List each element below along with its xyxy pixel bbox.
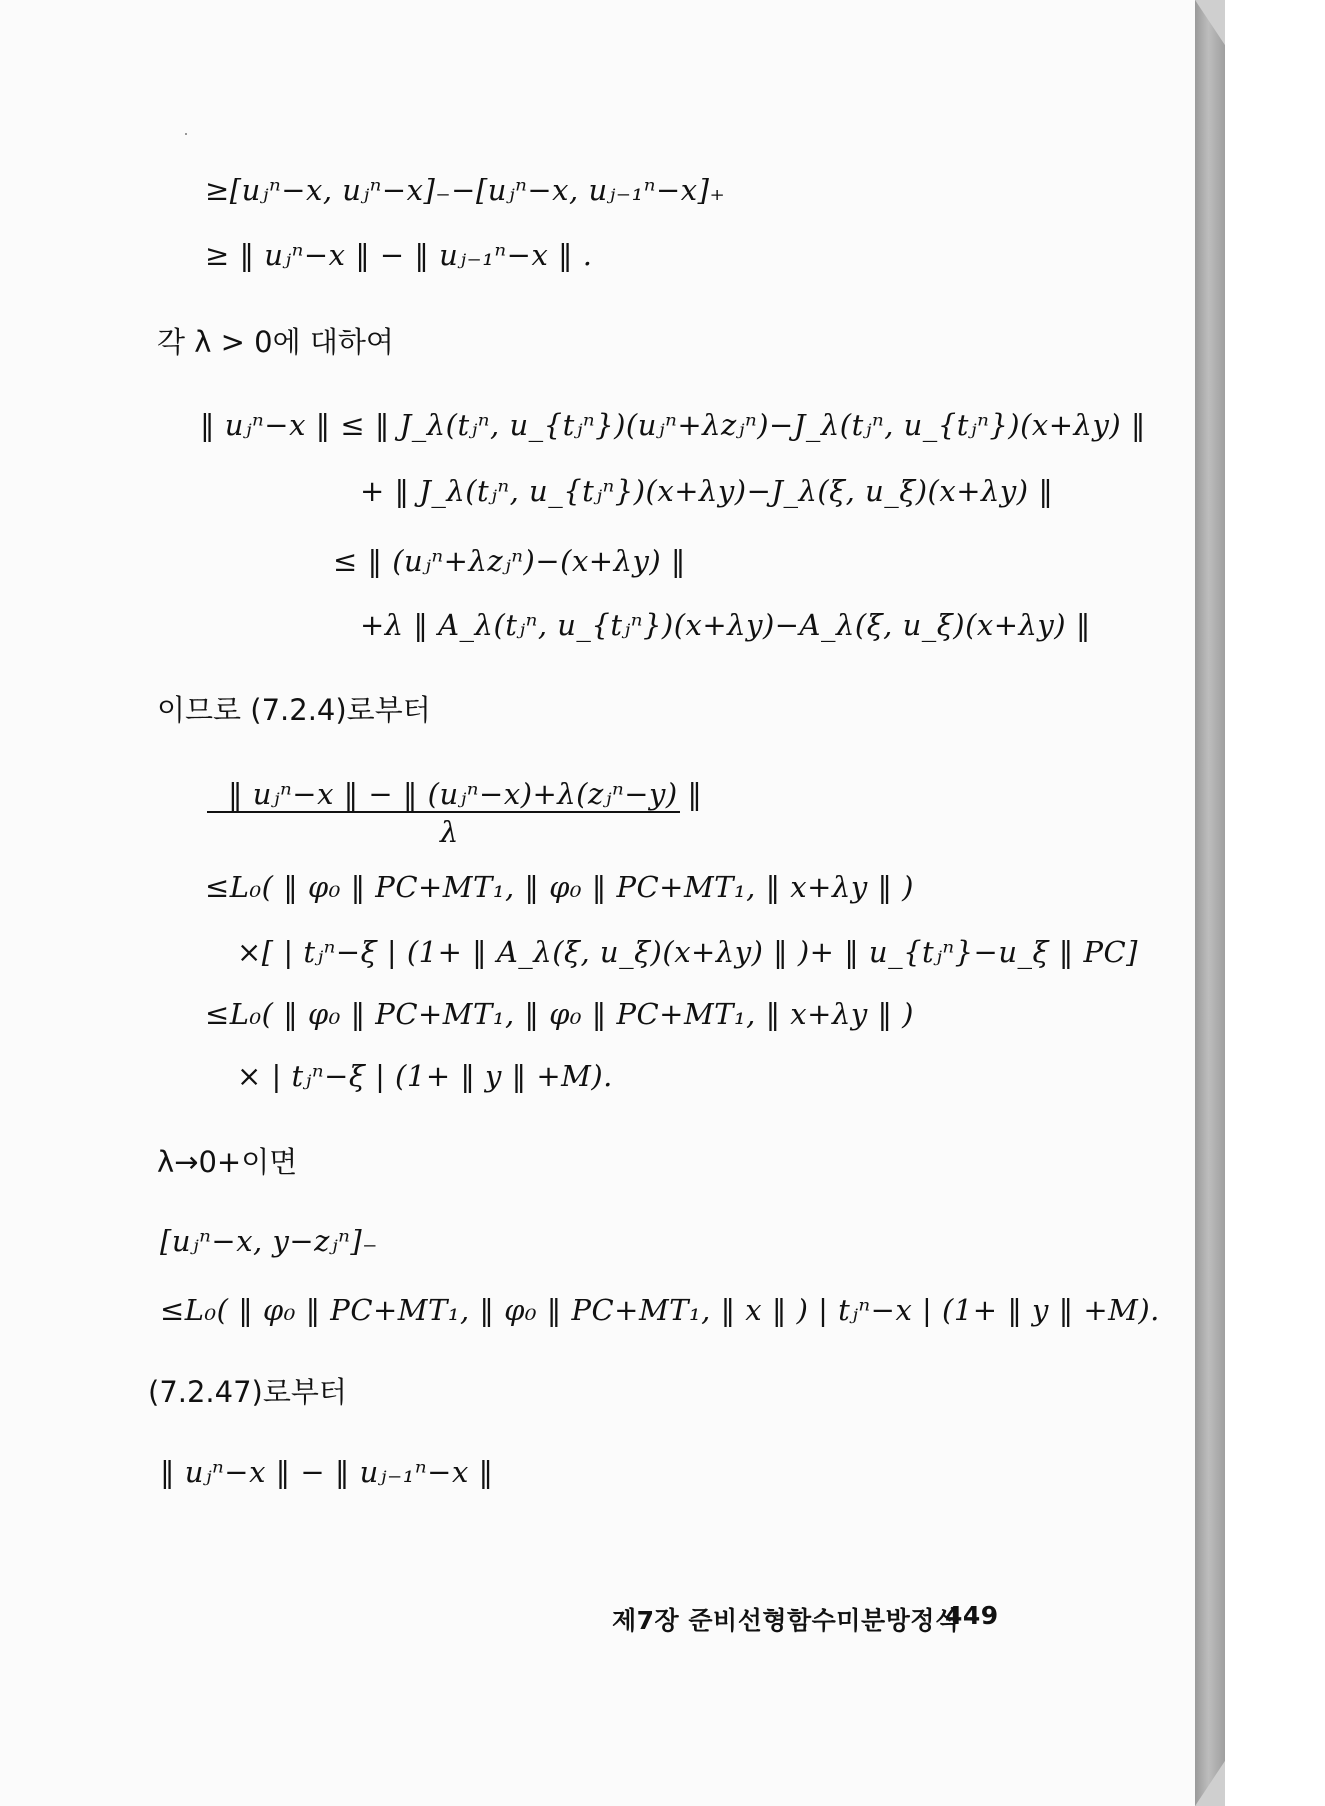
math-line-6: ≤ ‖ (uⱼⁿ+λzⱼⁿ)−(x+λy) ‖ xyxy=(333,544,686,578)
math-line-12: ≤L₀( ‖ φ₀ ‖ PC+MT₁, ‖ φ₀ ‖ PC+MT₁, ‖ x+λy ‖ ) xyxy=(205,997,914,1031)
background-margin xyxy=(1225,0,1325,1806)
math-line-7: +λ ‖ A_λ(tⱼⁿ, u_{tⱼⁿ})(x+λy)−A_λ(ξ, u_ξ)(x+λy) ‖ xyxy=(360,608,1091,642)
fraction-bar xyxy=(207,811,680,813)
math-line-15: [uⱼⁿ−x, y−zⱼⁿ]₋ xyxy=(160,1224,378,1258)
math-line-11: ×[ | tⱼⁿ−ξ | (1+ ‖ A_λ(ξ, u_ξ)(x+λy) ‖ )+ ‖ u_{tⱼⁿ}−u_ξ ‖ PC] xyxy=(237,935,1138,969)
text-line-8: 이므로 (7.2.4)로부터 xyxy=(157,693,431,727)
math-line-5: + ‖ J_λ(tⱼⁿ, u_{tⱼⁿ})(x+λy)−J_λ(ξ, u_ξ)(x+λy) ‖ xyxy=(360,474,1054,508)
chapter-footer: 제7장 준비선형함수미분방정식 xyxy=(612,1606,960,1635)
fraction-denominator: λ xyxy=(440,815,459,849)
math-line-10: ≤L₀( ‖ φ₀ ‖ PC+MT₁, ‖ φ₀ ‖ PC+MT₁, ‖ x+λy ‖ ) xyxy=(205,870,914,904)
page-number: 449 xyxy=(945,1601,999,1630)
math-line-2: ≥ ‖ uⱼⁿ−x ‖ − ‖ uⱼ₋₁ⁿ−x ‖ . xyxy=(205,238,593,272)
text-line-3: 각 λ > 0에 대하여 xyxy=(157,325,394,359)
text-line-17: (7.2.47)로부터 xyxy=(148,1375,347,1409)
page-edge xyxy=(1195,0,1225,1806)
math-line-4: ‖ uⱼⁿ−x ‖ ≤ ‖ J_λ(tⱼⁿ, u_{tⱼⁿ})(uⱼⁿ+λzⱼⁿ)−J_λ(tⱼⁿ, u_{tⱼⁿ})(x+λy) ‖ xyxy=(200,408,1146,442)
math-line-1: ≥[uⱼⁿ−x, uⱼⁿ−x]₋−[uⱼⁿ−x, uⱼ₋₁ⁿ−x]₊ xyxy=(205,173,726,207)
math-line-13: × | tⱼⁿ−ξ | (1+ ‖ y ‖ +M). xyxy=(237,1059,613,1093)
math-line-18: ‖ uⱼⁿ−x ‖ − ‖ uⱼ₋₁ⁿ−x ‖ xyxy=(160,1455,494,1489)
math-line-16: ≤L₀( ‖ φ₀ ‖ PC+MT₁, ‖ φ₀ ‖ PC+MT₁, ‖ x ‖ ) | tⱼⁿ−x | (1+ ‖ y ‖ +M). xyxy=(160,1293,1160,1327)
fraction-numerator: ‖ uⱼⁿ−x ‖ − ‖ (uⱼⁿ−x)+λ(zⱼⁿ−y) ‖ xyxy=(228,777,703,811)
text-line-14: λ→0+이면 xyxy=(157,1145,298,1179)
speck xyxy=(185,133,187,135)
